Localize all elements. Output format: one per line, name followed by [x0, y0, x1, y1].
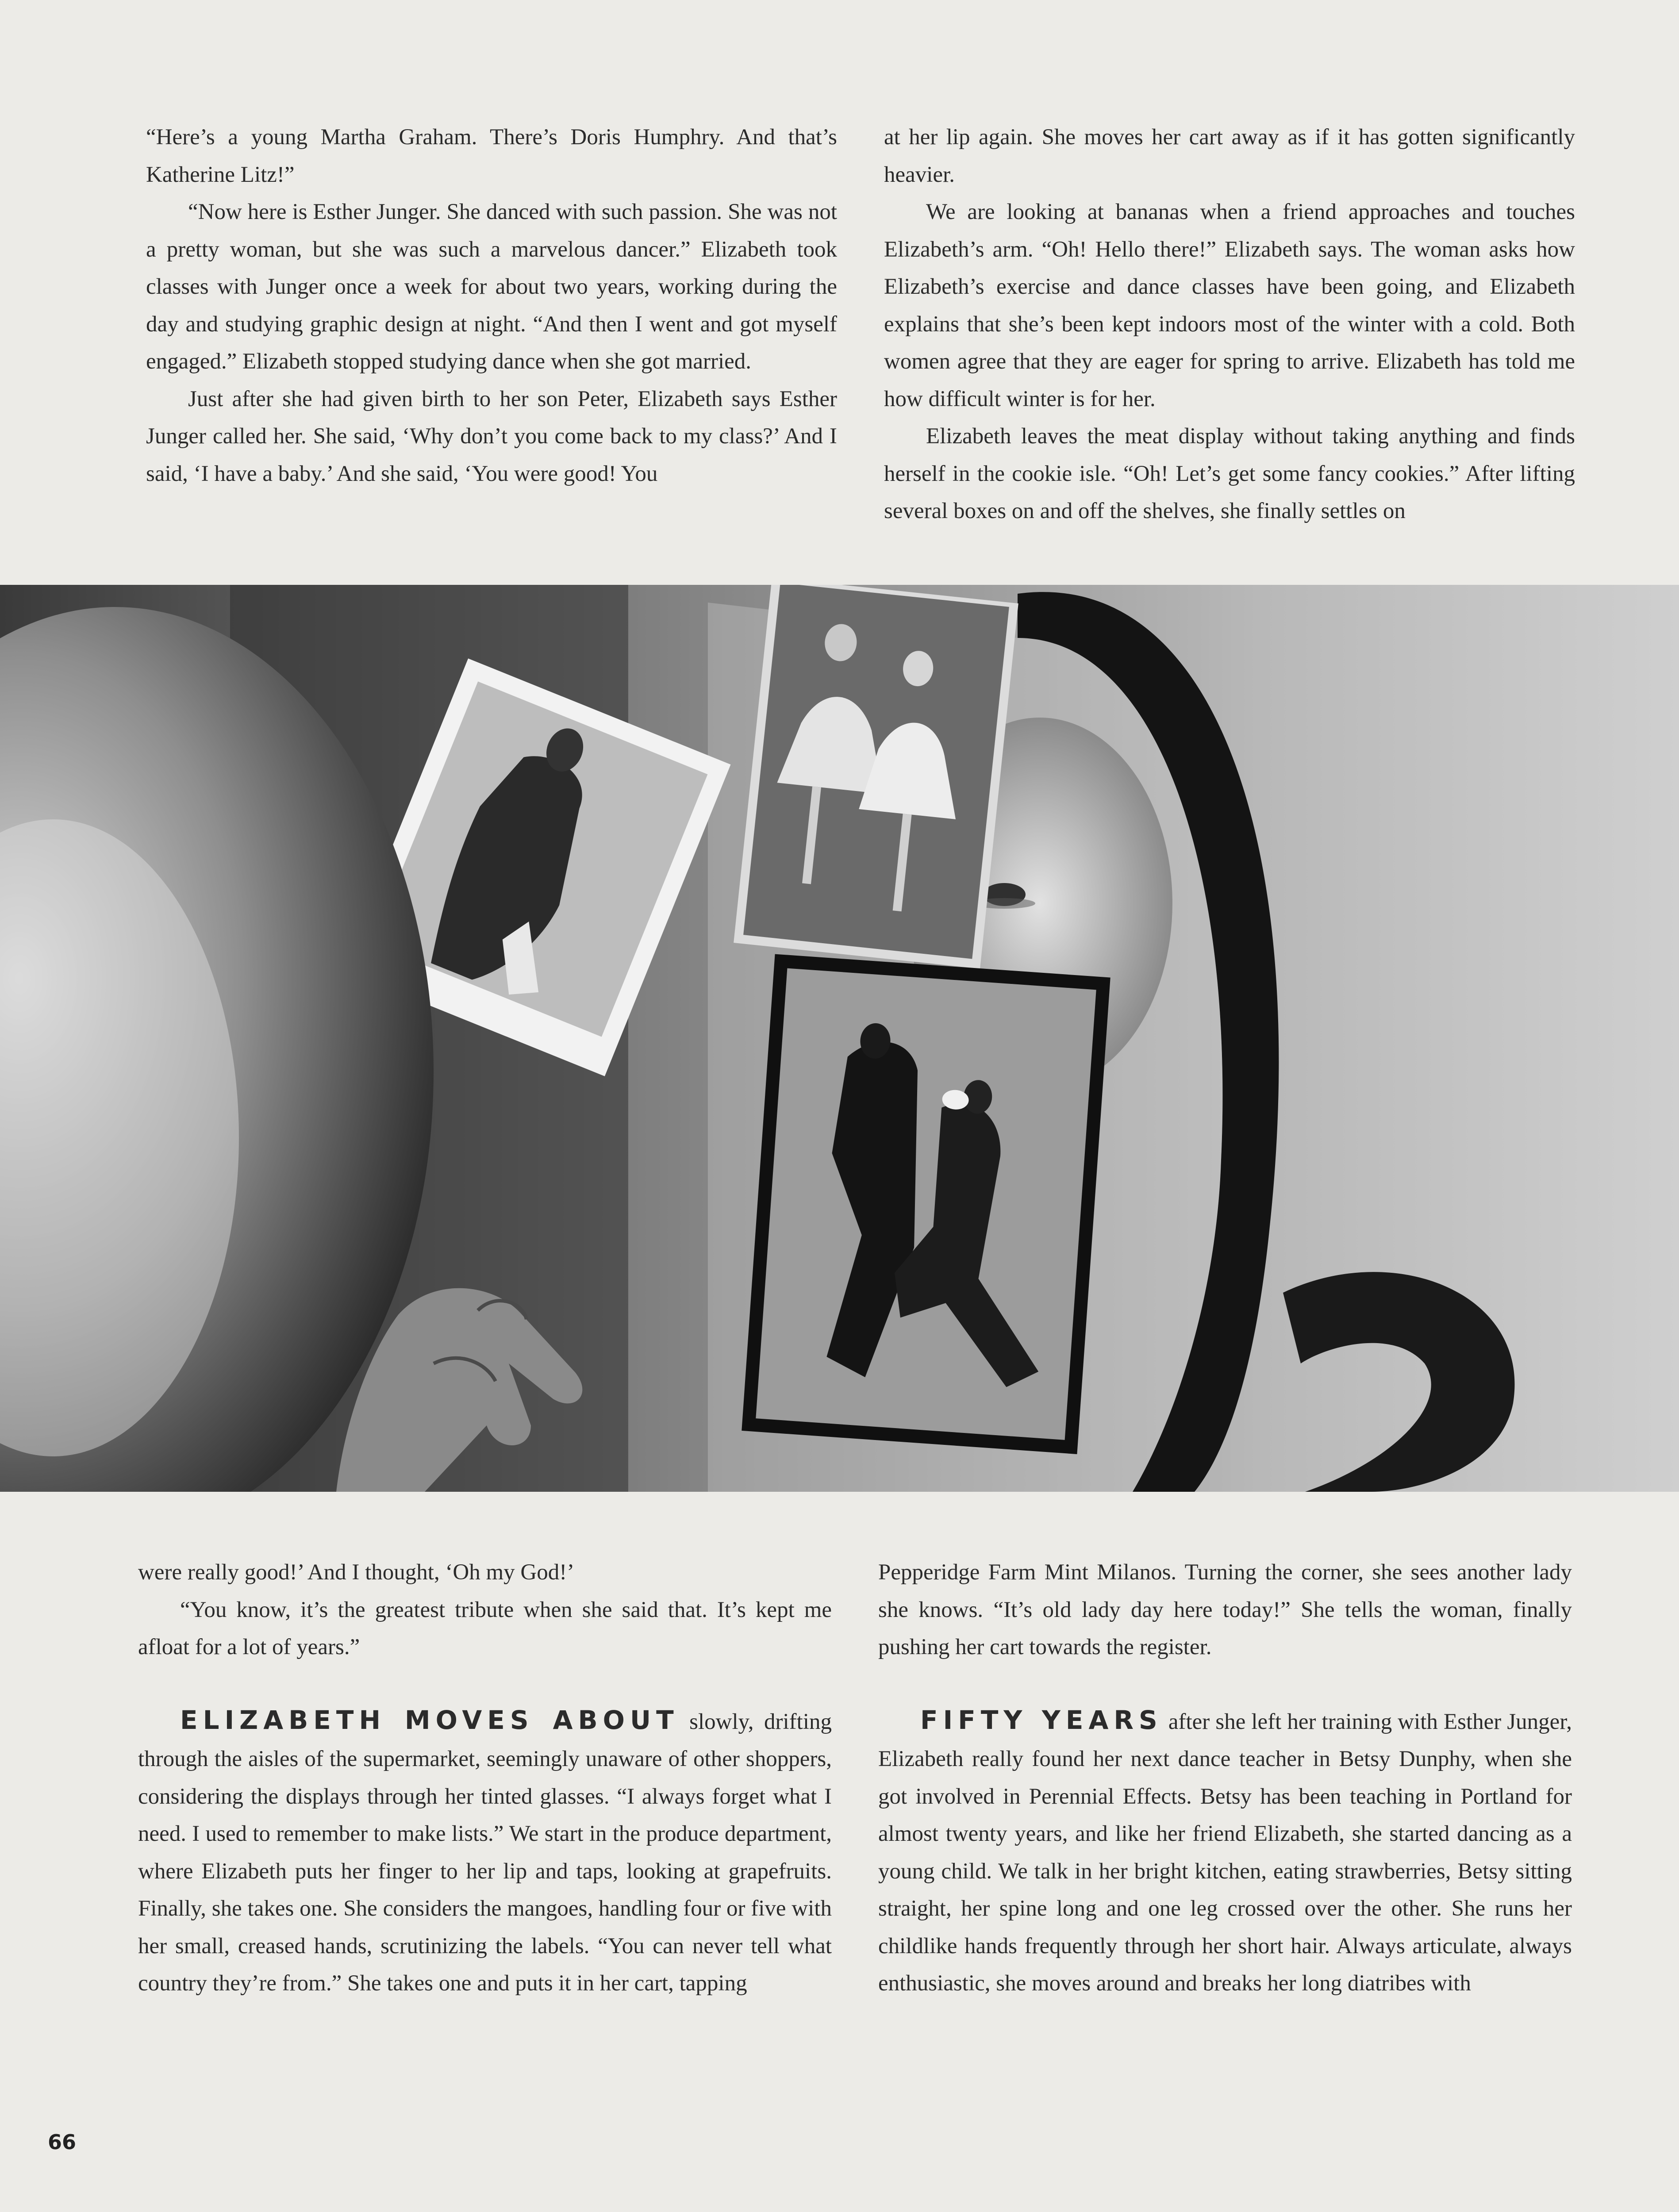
photograph — [0, 585, 1679, 1492]
bottom-left-column — [138, 1554, 832, 2002]
page-number: 66 — [48, 2130, 77, 2154]
section-lead-in: ELIZABETH MOVES ABOUT — [180, 1705, 679, 1735]
top-right-column — [884, 119, 1575, 530]
bottom-right-column — [878, 1554, 1572, 2002]
top-left-column — [146, 119, 837, 492]
section-paragraph — [878, 1701, 1572, 2002]
paragraph: Just after she had given birth to her son Peter, Elizabeth says Esther Junger called her. She said, ‘Why don’t you come back to my class?’ And I said, ‘I have a baby.’ And she said, ‘You were good! You — [146, 386, 837, 486]
paragraph: “You know, it’s the greatest tribute when she said that. It’s kept me afloat for a lot of years.” — [138, 1597, 832, 1659]
paragraph: We are looking at bananas when a friend approaches and touches Elizabeth’s arm. “Oh! Hello there!” Elizabeth says. The woman asks how Elizabeth’s exercise and dance classes have been going, and Elizabeth explains that she’s been kept indoors most of the winter with a cold. Both women agree that they are eager for spring to arrive. Elizabeth has told me how difficult winter is for her. — [884, 200, 1575, 411]
section-paragraph — [138, 1701, 832, 2002]
paragraph: at her lip again. She moves her cart away as if it has gotten significantly heavier. — [884, 125, 1575, 187]
section-text: after she left her training with Esther Junger, Elizabeth really found her next dance teacher in Betsy Dunphy, when she got involved in Perennial Effects. Betsy has been teaching in Portland for almost twenty years, and like her friend Elizabeth, she started dancing as a young child. We talk in her bright kitchen, eating strawberries, Betsy sitting straight, her spine long and one leg crossed over the other. She runs her childlike hands frequently through her short hair. Always articulate, always enthusiastic, she moves around and breaks her long diatribes with — [878, 1709, 1572, 1996]
section-text: slowly, drifting through the aisles of the supermarket, seemingly unaware of other shoppers, considering the displays through her tinted glasses. “I always forget what I need. I used to remember to make lists.” We start in the produce department, where Elizabeth puts her finger to her lip and taps, looking at grapefruits. Finally, she takes one. She considers the mangoes, handling four or five with her small, creased hands, scrutinizing the labels. “You can never tell what country they’re from.” She takes one and puts it in her cart, tapping — [138, 1709, 832, 1996]
section-lead-in: FIFTY YEARS — [920, 1705, 1163, 1735]
paragraph: “Here’s a young Martha Graham. There’s Doris Humphry. And that’s Katherine Litz!” — [146, 125, 837, 187]
paragraph: Elizabeth leaves the meat display without taking anything and finds herself in the cookie isle. “Oh! Let’s get some fancy cookies.” After lifting several boxes on and off the shelves, she finally settles on — [884, 424, 1575, 523]
paragraph: were really good!’ And I thought, ‘Oh my God!’ — [138, 1560, 575, 1585]
paragraph: Pepperidge Farm Mint Milanos. Turning the corner, she sees another lady she knows. “It’s old lady day here today!” She tells the woman, finally pushing her cart towards the register. — [878, 1560, 1572, 1659]
paragraph: “Now here is Esther Junger. She danced with such passion. She was not a pretty woman, but she was such a marvelous dancer.” Elizabeth took classes with Junger once a week for about two years, working during the day and studying graphic design at night. “And then I went and got myself engaged.” Elizabeth stopped studying dance when she got married. — [146, 200, 837, 374]
